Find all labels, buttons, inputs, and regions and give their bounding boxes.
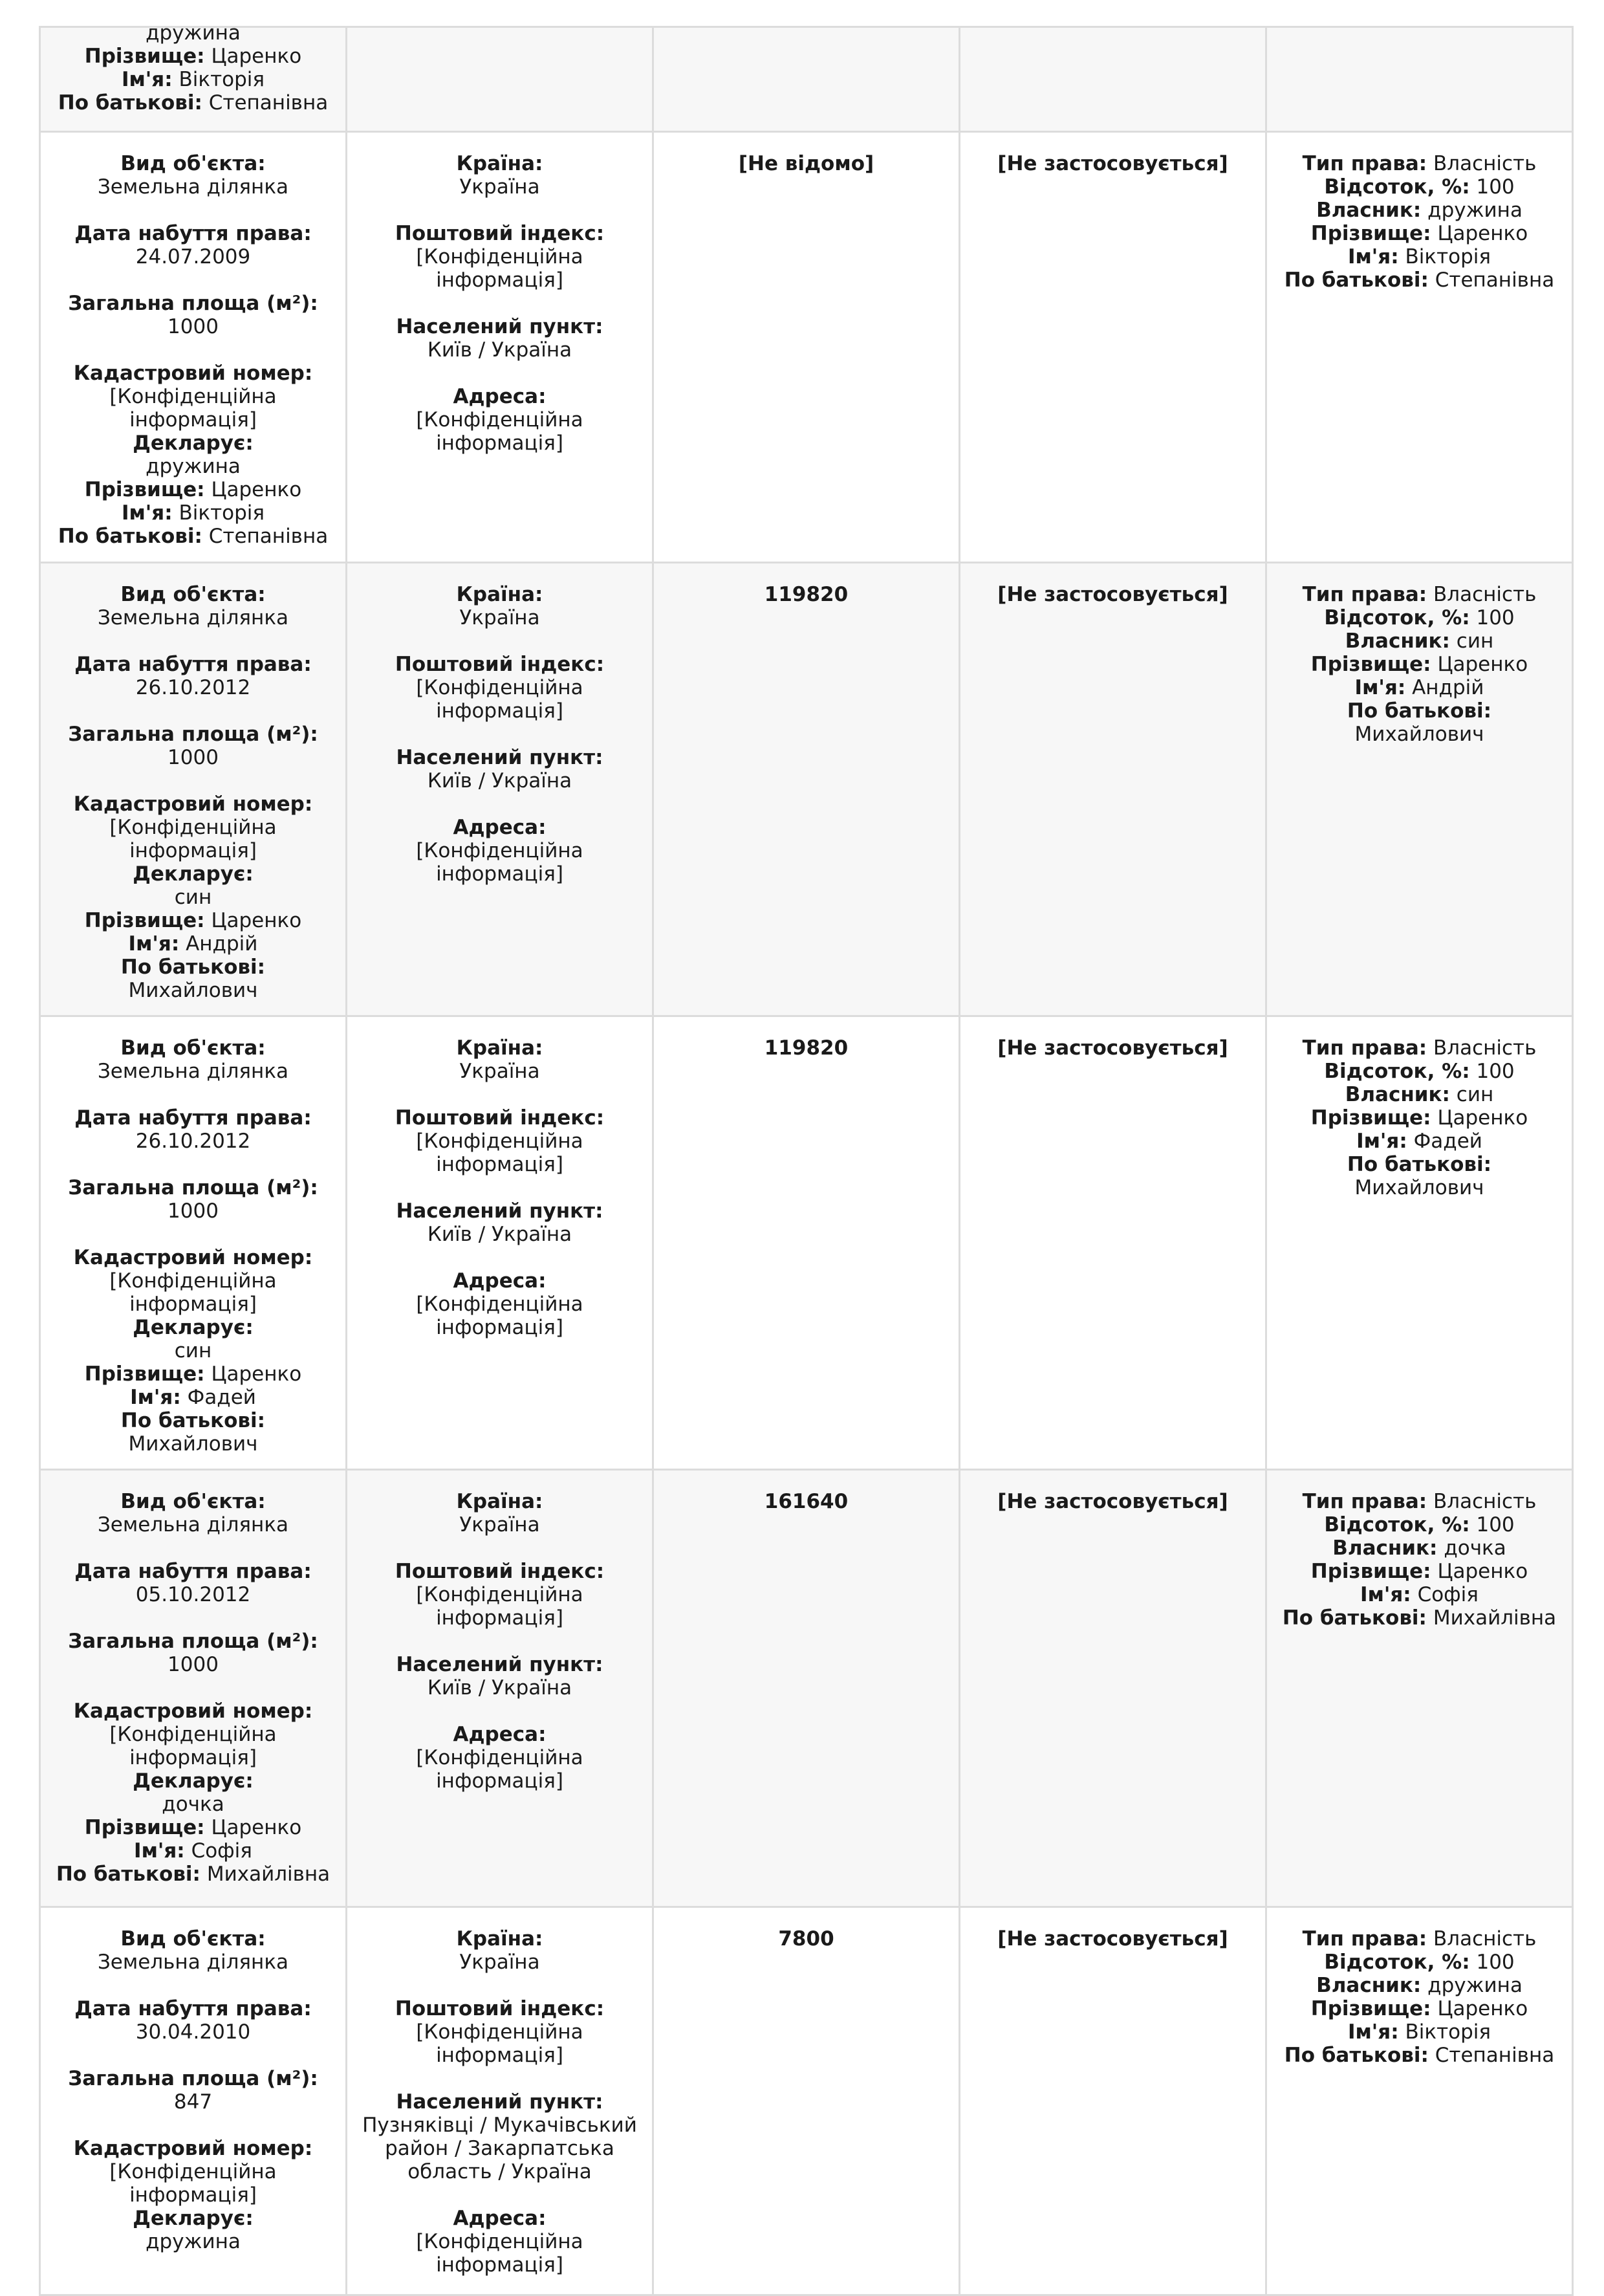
area-value: 1000 <box>168 315 219 338</box>
owner-patronymic-value: Михайлівна <box>1433 1606 1557 1630</box>
locality-value: Київ / Україна <box>427 769 572 793</box>
name-label: Ім'я: <box>1354 676 1406 699</box>
owner-patronymic-value: Михайлович <box>1354 1176 1484 1199</box>
owner-value: дочка <box>1444 1536 1506 1560</box>
locality-value: Київ / Україна <box>427 1676 572 1700</box>
acquired-label: Дата набуття права: <box>74 1560 312 1583</box>
value2-cell <box>960 1470 1266 1907</box>
surname-value: Царенко <box>211 909 302 932</box>
right-type-label: Тип права: <box>1302 583 1427 606</box>
surname-value: Царенко <box>211 1362 302 1386</box>
patronymic-label: По батькові: <box>1347 1153 1492 1176</box>
name-label: Ім'я: <box>1356 1130 1407 1153</box>
address-value: [Конфіденційна інформація] <box>416 839 583 886</box>
owner-label: Власник: <box>1316 199 1422 222</box>
property-declaration-table <box>39 21 1574 2296</box>
area-label: Загальна площа (м²): <box>68 723 318 746</box>
area-label: Загальна площа (м²): <box>68 1630 318 1653</box>
share-label: Відсоток, %: <box>1324 1951 1470 1974</box>
owner-surname-value: Царенко <box>1437 1106 1528 1130</box>
cadastral-value: [Конфіденційна інформація] <box>109 1723 277 1769</box>
country-label: Країна: <box>456 1490 543 1513</box>
surname-label: Прізвище: <box>84 478 205 501</box>
location-cell <box>347 1907 653 2295</box>
rights-cell <box>1266 1470 1573 1907</box>
right-type-value: Власність <box>1433 1036 1537 1060</box>
postal-value: [Конфіденційна інформація] <box>416 1130 583 1176</box>
table-row <box>40 563 1573 1016</box>
locality-label: Населений пункт: <box>396 746 603 769</box>
owner-surname-value: Царенко <box>1437 1560 1528 1583</box>
value2-cell <box>960 132 1266 563</box>
cadastral-value: [Конфіденційна інформація] <box>109 816 277 862</box>
rights-cell <box>1266 1016 1573 1470</box>
value2-cell <box>960 1016 1266 1470</box>
owner-value: син <box>1456 1083 1494 1106</box>
object-type-value: Земельна ділянка <box>97 1513 289 1536</box>
surname-value: Царенко <box>211 45 302 68</box>
address-value: [Конфіденційна інформація] <box>416 1746 583 1793</box>
cadastral-label: Кадастровий номер: <box>73 793 313 816</box>
surname-label: Прізвище: <box>84 1362 205 1386</box>
cadastral-value: [Конфіденційна інформація] <box>109 2160 277 2207</box>
name-value: Софія <box>191 1839 252 1863</box>
declares-label: Декларує: <box>133 1316 254 1339</box>
patronymic-label: По батькові: <box>1282 1606 1427 1630</box>
owner-label: Власник: <box>1345 629 1450 653</box>
table-row <box>40 1907 1573 2295</box>
declares-value: син <box>174 1339 212 1362</box>
right-type-value: Власність <box>1433 1490 1537 1513</box>
locality-value: Київ / Україна <box>427 338 572 362</box>
address-label: Адреса: <box>453 385 547 408</box>
object-cell <box>40 21 347 132</box>
patronymic-label: По батькові: <box>120 956 266 979</box>
share-value: 100 <box>1476 1951 1515 1974</box>
value2-cell <box>960 563 1266 1016</box>
surname-label: Прізвище: <box>1310 1997 1431 2020</box>
right-type-label: Тип права: <box>1302 1036 1427 1060</box>
country-label: Країна: <box>456 152 543 175</box>
rights-cell <box>1266 1907 1573 2295</box>
location-cell <box>347 1470 653 1907</box>
value-cell <box>653 1907 960 2295</box>
surname-label: Прізвище: <box>1310 1106 1431 1130</box>
value-cell <box>653 132 960 563</box>
name-value: Фадей <box>187 1386 256 1409</box>
declares-value: дочка <box>162 1793 224 1816</box>
locality-value: Пузняківці / Мукачівський район / Закарпатська область / Україна <box>362 2114 637 2183</box>
owner-label: Власник: <box>1332 1536 1438 1560</box>
acquired-value: 05.10.2012 <box>135 1583 251 1606</box>
name-value: Андрій <box>186 932 258 956</box>
acquired-value: 24.07.2009 <box>135 245 251 268</box>
owner-patronymic-value: Михайлович <box>1354 723 1484 746</box>
location-cell <box>347 1016 653 1470</box>
patronymic-label: По батькові: <box>58 525 202 548</box>
object-type-label: Вид об'єкта: <box>120 1036 266 1060</box>
postal-label: Поштовий індекс: <box>395 1997 605 2020</box>
value-text: 161640 <box>764 1490 849 1513</box>
surname-value: Царенко <box>211 1816 302 1839</box>
table-row <box>40 1470 1573 1907</box>
country-label: Країна: <box>456 1927 543 1951</box>
name-label: Ім'я: <box>134 1839 185 1863</box>
acquired-value: 30.04.2010 <box>135 2020 251 2044</box>
owner-name-value: Фадей <box>1413 1130 1482 1153</box>
cadastral-value: [Конфіденційна інформація] <box>109 1269 277 1316</box>
patronymic-value: Степанівна <box>208 525 329 548</box>
declares-value: дружина <box>146 21 241 45</box>
address-label: Адреса: <box>453 816 547 839</box>
name-value: Вікторія <box>179 68 265 91</box>
object-type-label: Вид об'єкта: <box>120 152 266 175</box>
share-value: 100 <box>1476 175 1515 199</box>
address-label: Адреса: <box>453 2207 547 2230</box>
locality-value: Київ / Україна <box>427 1223 572 1246</box>
value2-cell <box>960 1907 1266 2295</box>
owner-name-value: Софія <box>1417 1583 1479 1606</box>
patronymic-label: По батькові: <box>120 1409 266 1432</box>
value2-text: [Не застосовується] <box>997 1490 1228 1513</box>
owner-surname-value: Царенко <box>1437 222 1528 245</box>
location-cell <box>347 27 653 132</box>
acquired-label: Дата набуття права: <box>74 222 312 245</box>
postal-label: Поштовий індекс: <box>395 1560 605 1583</box>
value2-text: [Не застосовується] <box>997 1036 1228 1060</box>
share-label: Відсоток, %: <box>1324 606 1470 629</box>
value-cell <box>653 27 960 132</box>
declares-value: син <box>174 886 212 909</box>
area-label: Загальна площа (м²): <box>68 2067 318 2090</box>
country-value: Україна <box>459 175 540 199</box>
country-value: Україна <box>459 1513 540 1536</box>
owner-value: дружина <box>1427 199 1523 222</box>
right-type-value: Власність <box>1433 583 1537 606</box>
postal-value: [Конфіденційна інформація] <box>416 1583 583 1630</box>
surname-label: Прізвище: <box>1310 1560 1431 1583</box>
object-type-value: Земельна ділянка <box>97 1951 289 1974</box>
location-cell <box>347 563 653 1016</box>
address-label: Адреса: <box>453 1723 547 1746</box>
postal-label: Поштовий індекс: <box>395 1106 605 1130</box>
object-cell <box>40 1470 347 1907</box>
declares-value: дружина <box>146 2230 241 2253</box>
country-label: Країна: <box>456 583 543 606</box>
patronymic-value: Степанівна <box>208 91 329 115</box>
patronymic-label: По батькові: <box>1284 268 1429 292</box>
right-type-label: Тип права: <box>1302 1927 1427 1951</box>
acquired-label: Дата набуття права: <box>74 1997 312 2020</box>
cadastral-label: Кадастровий номер: <box>73 362 313 385</box>
value-text: 119820 <box>764 1036 849 1060</box>
patronymic-value: Михайлович <box>128 1432 258 1456</box>
value-text: [Не відомо] <box>738 152 874 175</box>
value-cell <box>653 1016 960 1470</box>
address-label: Адреса: <box>453 1269 547 1293</box>
address-value: [Конфіденційна інформація] <box>416 408 583 455</box>
value-cell <box>653 1470 960 1907</box>
surname-label: Прізвище: <box>84 45 205 68</box>
locality-label: Населений пункт: <box>396 2090 603 2114</box>
rights-cell <box>1266 563 1573 1016</box>
value2-text: [Не застосовується] <box>997 583 1228 606</box>
postal-value: [Конфіденційна інформація] <box>416 676 583 723</box>
name-label: Ім'я: <box>130 1386 181 1409</box>
patronymic-value: Михайлович <box>128 979 258 1002</box>
owner-value: син <box>1456 629 1494 653</box>
location-cell <box>347 132 653 563</box>
object-cell <box>40 563 347 1016</box>
name-value: Вікторія <box>179 501 265 525</box>
locality-label: Населений пункт: <box>396 315 603 338</box>
surname-label: Прізвище: <box>1310 222 1431 245</box>
table-row <box>40 132 1573 563</box>
owner-value: дружина <box>1427 1974 1523 1997</box>
owner-label: Власник: <box>1316 1974 1422 1997</box>
area-value: 1000 <box>168 746 219 769</box>
value-cell <box>653 563 960 1016</box>
patronymic-label: По батькові: <box>1284 2044 1429 2067</box>
locality-label: Населений пункт: <box>396 1199 603 1223</box>
name-label: Ім'я: <box>1360 1583 1411 1606</box>
postal-label: Поштовий індекс: <box>395 653 605 676</box>
value2-text: [Не застосовується] <box>997 152 1228 175</box>
name-label: Ім'я: <box>1347 245 1399 268</box>
patronymic-label: По батькові: <box>56 1863 200 1886</box>
object-type-label: Вид об'єкта: <box>120 583 266 606</box>
declares-label: Декларує: <box>133 2207 254 2230</box>
country-value: Україна <box>459 1060 540 1083</box>
owner-name-value: Вікторія <box>1405 2020 1491 2044</box>
declares-value: дружина <box>146 455 241 478</box>
surname-label: Прізвище: <box>1310 653 1431 676</box>
area-value: 1000 <box>168 1653 219 1676</box>
right-type-value: Власність <box>1433 152 1537 175</box>
right-type-value: Власність <box>1433 1927 1537 1951</box>
acquired-label: Дата набуття права: <box>74 653 312 676</box>
patronymic-value: Михайлівна <box>206 1863 331 1886</box>
acquired-value: 26.10.2012 <box>135 676 251 699</box>
share-value: 100 <box>1476 1513 1515 1536</box>
surname-label: Прізвище: <box>84 909 205 932</box>
object-type-value: Земельна ділянка <box>97 606 289 629</box>
table-row <box>40 27 1573 132</box>
country-value: Україна <box>459 1951 540 1974</box>
locality-label: Населений пункт: <box>396 1653 603 1676</box>
country-value: Україна <box>459 606 540 629</box>
declares-label: Декларує: <box>133 432 254 455</box>
rights-cell <box>1266 27 1573 132</box>
name-label: Ім'я: <box>128 932 180 956</box>
object-type-label: Вид об'єкта: <box>120 1490 266 1513</box>
area-label: Загальна площа (м²): <box>68 292 318 315</box>
postal-value: [Конфіденційна інформація] <box>416 2020 583 2067</box>
patronymic-label: По батькові: <box>58 91 202 115</box>
share-value: 100 <box>1476 1060 1515 1083</box>
area-value: 847 <box>173 2090 213 2114</box>
owner-patronymic-value: Степанівна <box>1435 2044 1555 2067</box>
area-label: Загальна площа (м²): <box>68 1176 318 1199</box>
value-text: 119820 <box>764 583 849 606</box>
declares-label: Декларує: <box>133 862 254 886</box>
owner-name-value: Вікторія <box>1405 245 1491 268</box>
name-label: Ім'я: <box>121 68 173 91</box>
right-type-label: Тип права: <box>1302 1490 1427 1513</box>
object-type-value: Земельна ділянка <box>97 1060 289 1083</box>
share-label: Відсоток, %: <box>1324 1060 1470 1083</box>
postal-label: Поштовий індекс: <box>395 222 605 245</box>
object-type-value: Земельна ділянка <box>97 175 289 199</box>
owner-label: Власник: <box>1345 1083 1450 1106</box>
address-value: [Конфіденційна інформація] <box>416 2230 583 2277</box>
surname-label: Прізвище: <box>84 1816 205 1839</box>
cadastral-label: Кадастровий номер: <box>73 2137 313 2160</box>
name-label: Ім'я: <box>121 501 173 525</box>
object-cell <box>40 1907 347 2295</box>
share-label: Відсоток, %: <box>1324 175 1470 199</box>
name-label: Ім'я: <box>1347 2020 1399 2044</box>
patronymic-label: По батькові: <box>1347 699 1492 723</box>
owner-name-value: Андрій <box>1412 676 1484 699</box>
right-type-label: Тип права: <box>1302 152 1427 175</box>
value2-cell <box>960 27 1266 132</box>
object-cell <box>40 132 347 563</box>
postal-value: [Конфіденційна інформація] <box>416 245 583 292</box>
address-value: [Конфіденційна інформація] <box>416 1293 583 1339</box>
cadastral-label: Кадастровий номер: <box>73 1700 313 1723</box>
owner-surname-value: Царенко <box>1437 1997 1528 2020</box>
object-cell <box>40 1016 347 1470</box>
acquired-value: 26.10.2012 <box>135 1130 251 1153</box>
cadastral-label: Кадастровий номер: <box>73 1246 313 1269</box>
share-label: Відсоток, %: <box>1324 1513 1470 1536</box>
acquired-label: Дата набуття права: <box>74 1106 312 1130</box>
surname-value: Царенко <box>211 478 302 501</box>
owner-surname-value: Царенко <box>1437 653 1528 676</box>
value-text: 7800 <box>778 1927 834 1951</box>
cadastral-value: [Конфіденційна інформація] <box>109 385 277 432</box>
value2-text: [Не застосовується] <box>997 1927 1228 1951</box>
country-label: Країна: <box>456 1036 543 1060</box>
declares-label: Декларує: <box>133 1769 254 1793</box>
object-type-label: Вид об'єкта: <box>120 1927 266 1951</box>
table-row <box>40 1016 1573 1470</box>
owner-patronymic-value: Степанівна <box>1435 268 1555 292</box>
rights-cell <box>1266 132 1573 563</box>
area-value: 1000 <box>168 1199 219 1223</box>
share-value: 100 <box>1476 606 1515 629</box>
